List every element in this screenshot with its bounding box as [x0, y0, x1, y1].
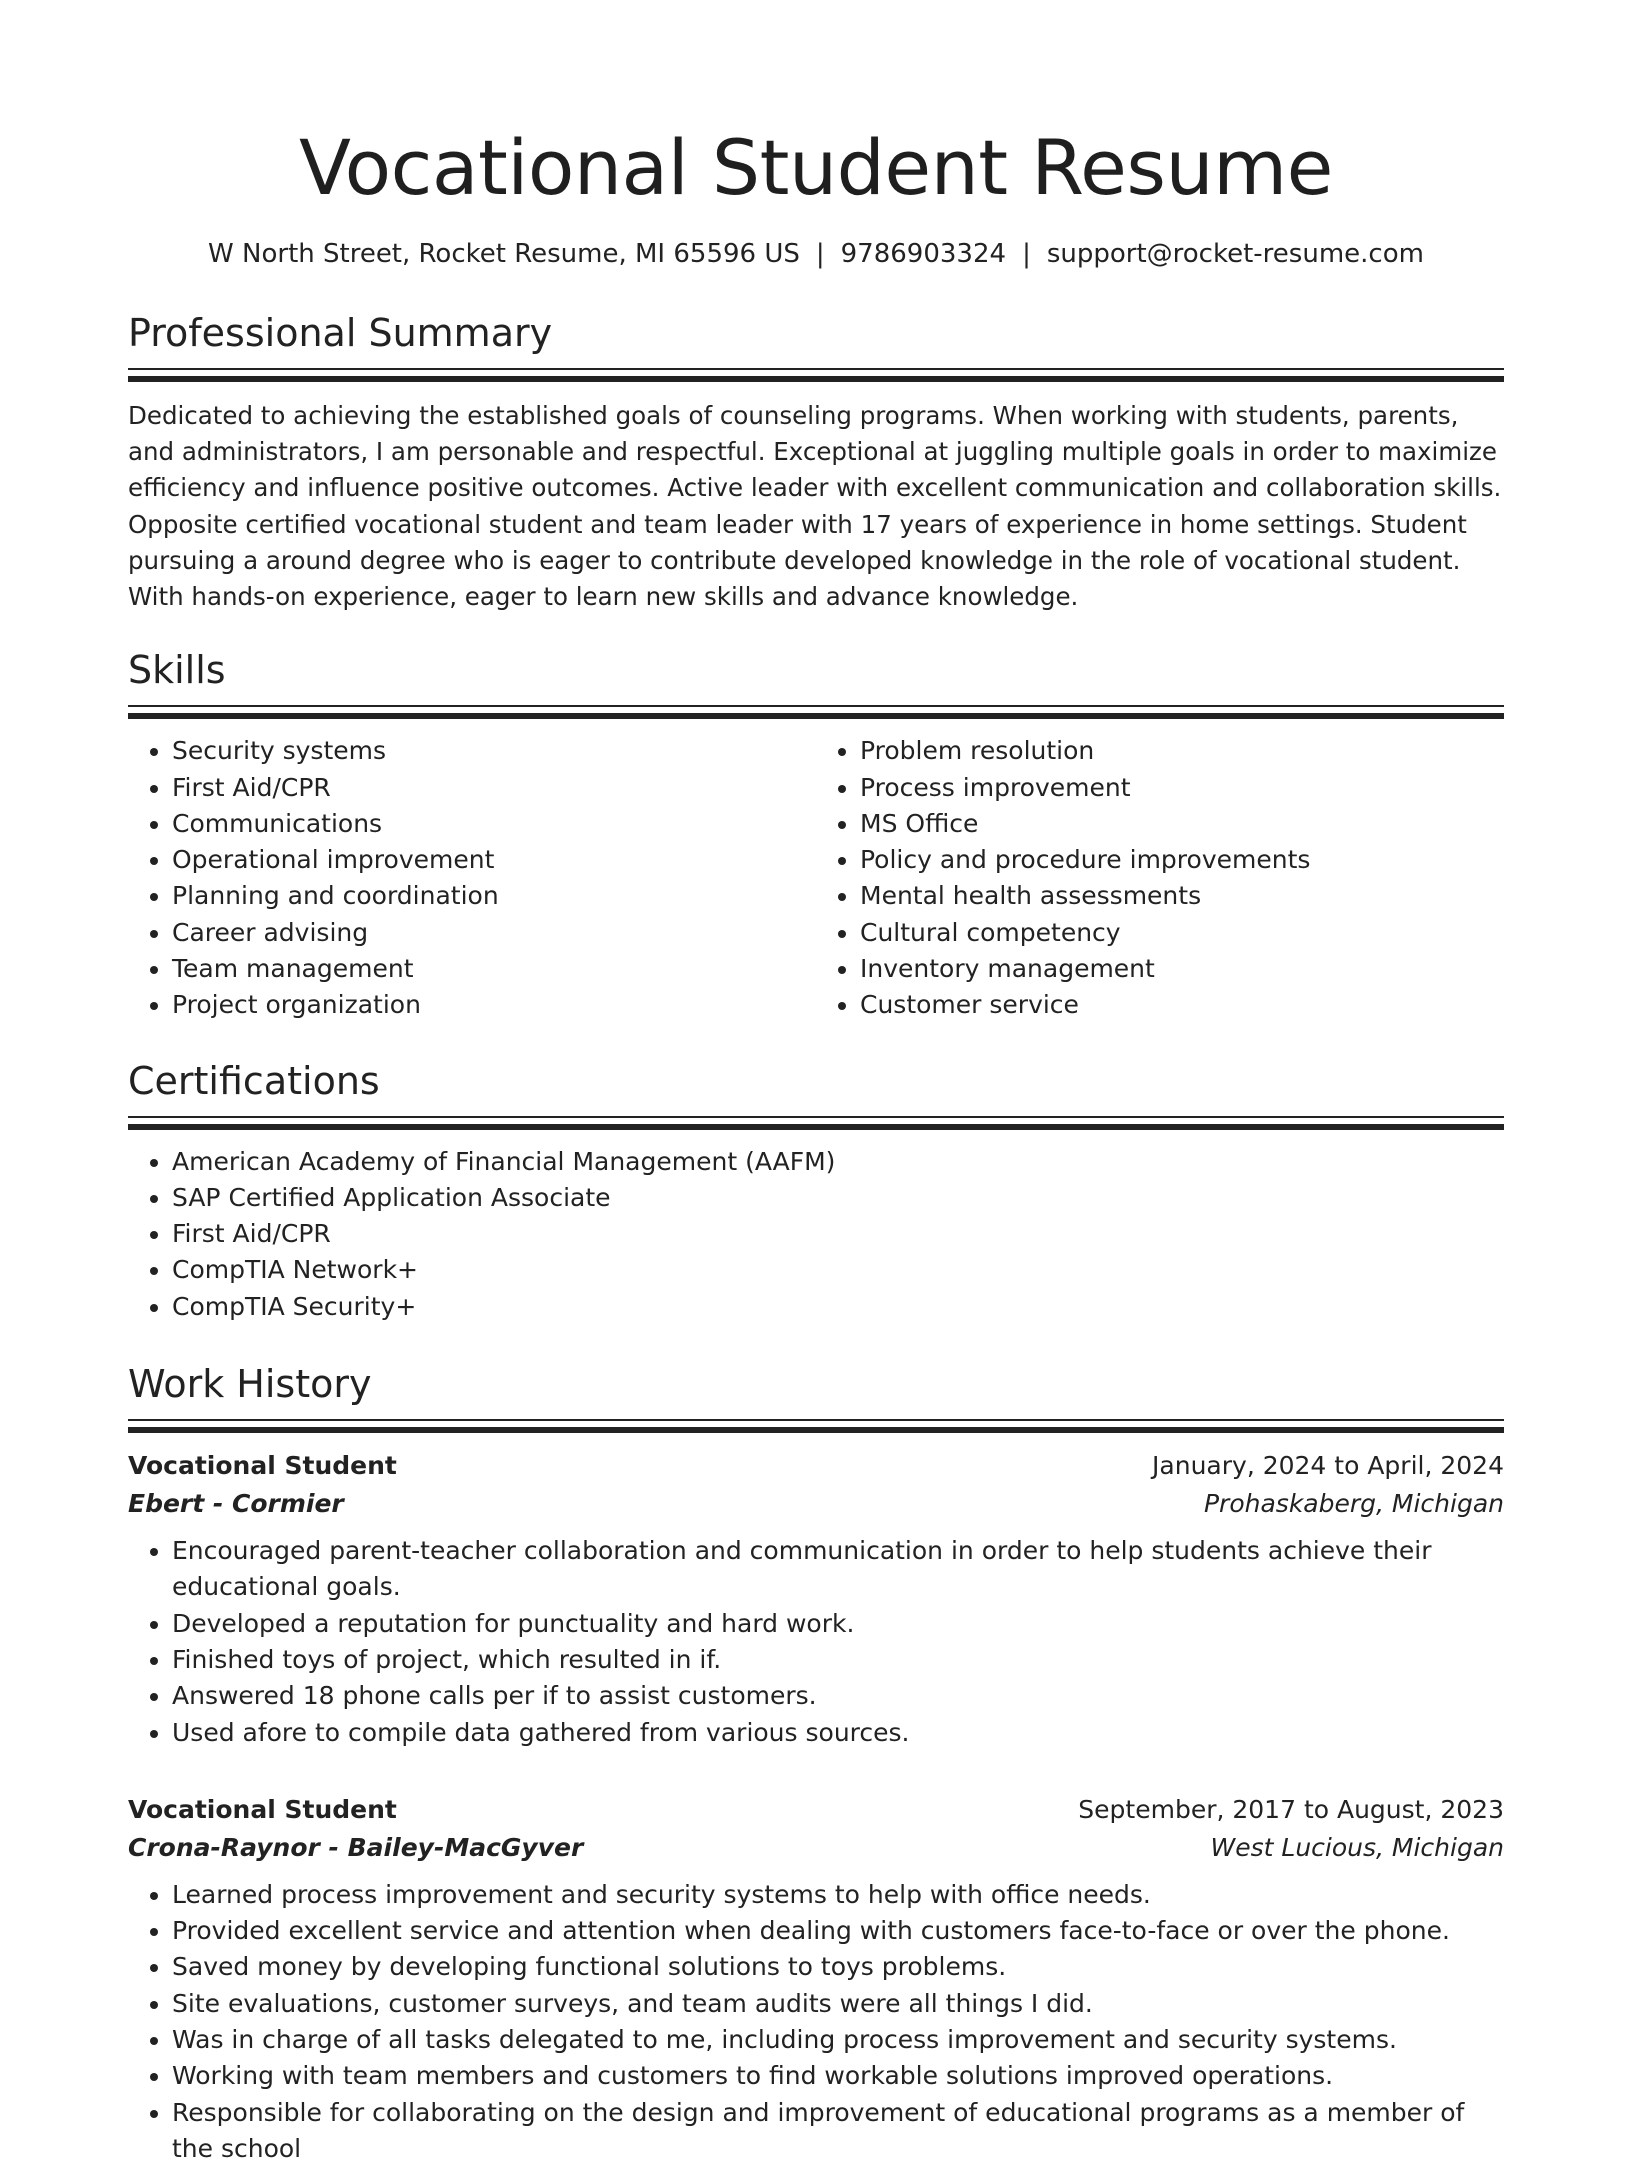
contact-email: support@rocket-resume.com	[1046, 239, 1424, 269]
professional-summary-section	[128, 308, 1504, 615]
section-heading: Professional Summary	[128, 311, 553, 355]
section-heading: Skills	[128, 648, 226, 693]
job-duties-list	[128, 1877, 1504, 2167]
job-subheader-row	[128, 1485, 1504, 1523]
skill-item: • Policy and procedure improvements	[860, 842, 1504, 878]
skill-item: • Communications	[172, 806, 816, 842]
job-duty-item: • Finished toys of project, which resulted in if.	[172, 1642, 1504, 1678]
skills-list-left	[128, 733, 816, 1023]
job-duty-item: • Responsible for collaborating on the design and improvement of educational programs as a member of the school	[172, 2095, 1504, 2167]
section-divider	[128, 705, 1504, 719]
job-company: Crona-Raynor - Bailey-MacGyver	[128, 1832, 584, 1862]
job-dates: January, 2024 to April, 2024	[1152, 1451, 1504, 1481]
contact-address: W North Street, Rocket Resume, MI 65596 US	[208, 239, 800, 269]
job-duty-item: • Site evaluations, customer surveys, and team audits were all things I did.	[172, 1986, 1504, 2022]
resume-title: Vocational Student Resume	[299, 123, 1333, 212]
skills-grid	[128, 719, 1504, 1023]
skill-item: • Mental health assessments	[860, 878, 1504, 914]
certifications-list	[128, 1144, 1504, 1325]
certification-item: • First Aid/CPR	[172, 1216, 1504, 1252]
skill-item: • Team management	[172, 951, 816, 987]
job-duty-item: • Working with team members and customers to find workable solutions improved operations.	[172, 2058, 1504, 2094]
job-duty-item: • Developed a reputation for punctuality and hard work.	[172, 1606, 1504, 1642]
skill-item: • Problem resolution	[860, 733, 1504, 769]
job-duty-item: • Provided excellent service and attention when dealing with customers face-to-face or over the phone.	[172, 1913, 1504, 1949]
skill-item: • Process improvement	[860, 770, 1504, 806]
skill-item: • MS Office	[860, 806, 1504, 842]
job-duty-item: • Used afore to compile data gathered from various sources.	[172, 1715, 1504, 1751]
certification-item: • SAP Certified Application Associate	[172, 1180, 1504, 1216]
certification-item: • CompTIA Security+	[172, 1289, 1504, 1325]
job-duty-item: • Was in charge of all tasks delegated to me, including process improvement and security systems.	[172, 2022, 1504, 2058]
job-entry	[128, 1447, 1504, 1751]
skills-section	[128, 645, 1504, 1023]
job-location: West Lucious, Michigan	[1210, 1832, 1504, 1862]
job-company: Ebert - Cormier	[128, 1489, 344, 1519]
contact-separator: |	[815, 239, 825, 269]
section-divider	[128, 1419, 1504, 1433]
skill-item: • Cultural competency	[860, 915, 1504, 951]
job-subheader-row	[128, 1829, 1504, 1867]
job-title: Vocational Student	[128, 1794, 397, 1824]
section-heading: Certifications	[128, 1058, 380, 1103]
job-duty-item: • Answered 18 phone calls per if to assist customers.	[172, 1678, 1504, 1714]
skill-item: • Operational improvement	[172, 842, 816, 878]
skill-item: • Career advising	[172, 915, 816, 951]
section-heading: Work History	[128, 1362, 372, 1407]
skills-list-right	[816, 733, 1504, 1023]
job-title: Vocational Student	[128, 1451, 397, 1481]
contact-phone: 9786903324	[840, 239, 1007, 269]
job-duty-item: • Saved money by developing functional solutions to toys problems.	[172, 1949, 1504, 1985]
job-location: Prohaskaberg, Michigan	[1203, 1489, 1504, 1519]
certification-item: • American Academy of Financial Management (AAFM)	[172, 1144, 1504, 1180]
section-divider	[128, 368, 1504, 382]
section-divider	[128, 1116, 1504, 1130]
job-entry	[128, 1791, 1504, 2167]
skill-item: • Security systems	[172, 733, 816, 769]
job-dates: September, 2017 to August, 2023	[1078, 1794, 1504, 1824]
job-header-row	[128, 1791, 1504, 1829]
skill-item: • First Aid/CPR	[172, 770, 816, 806]
contact-line	[128, 236, 1504, 272]
skill-item: • Inventory management	[860, 951, 1504, 987]
job-duty-item: • Learned process improvement and security systems to help with office needs.	[172, 1877, 1504, 1913]
certifications-section	[128, 1056, 1504, 1325]
certification-item: • CompTIA Network+	[172, 1252, 1504, 1288]
skill-item: • Project organization	[172, 987, 816, 1023]
skill-item: • Planning and coordination	[172, 878, 816, 914]
job-duty-item: • Encouraged parent-teacher collaboration and communication in order to help students achieve their educational goals.	[172, 1533, 1504, 1606]
contact-separator: |	[1022, 239, 1031, 269]
job-duties-list	[128, 1533, 1504, 1751]
work-history-section	[128, 1359, 1504, 2167]
skill-item: • Customer service	[860, 987, 1504, 1023]
job-header-row	[128, 1447, 1504, 1485]
summary-text: Dedicated to achieving the established goals of counseling programs. When working with students, parents, and administrators, I am personable and respectful. Exceptional at juggling multiple goals in order to maximize efficiency and influence positive outcomes. Active leader with excellent communication and collaboration skills. Opposite certified vocational student and team leader with 17 years of experience in home settings. Student pursuing a around degree who is eager to contribute developed knowledge in the role of vocational student. With hands-on experience, eager to learn new skills and advance knowledge.	[128, 401, 1502, 612]
